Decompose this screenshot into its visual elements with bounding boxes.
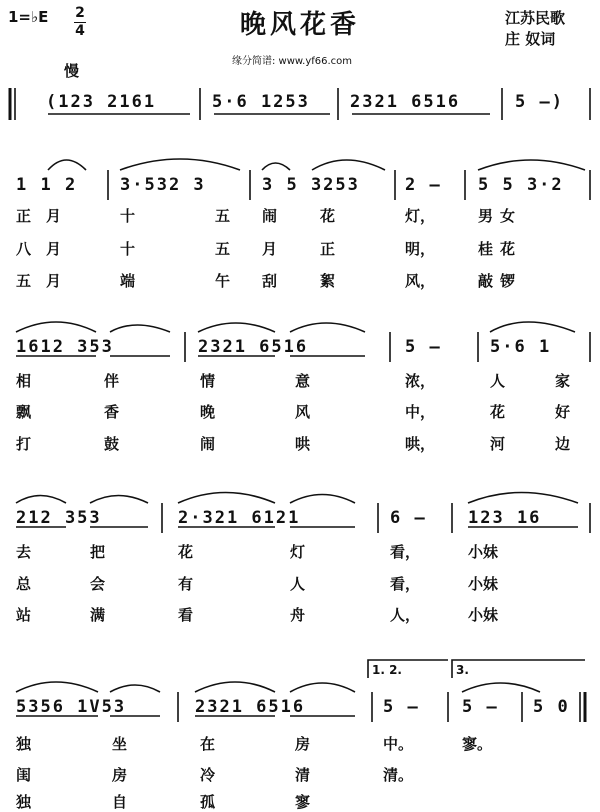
time-signature-top: 2 — [75, 5, 85, 21]
lyric: 打 — [16, 435, 32, 453]
measure-1-2: 5·6 1253 — [212, 92, 310, 112]
ending-3-label: 3. — [456, 663, 469, 677]
lyric: 闹 — [262, 207, 278, 225]
lyric: 家 — [555, 372, 571, 390]
lyric: 敲 — [478, 272, 494, 290]
song-title: 晚风花香 — [239, 10, 360, 40]
lyric: 总 — [16, 575, 32, 593]
lyric: 把 — [90, 543, 106, 561]
lyric: 灯 — [290, 543, 306, 561]
lyric: 女 — [500, 207, 516, 225]
lyric: 五 — [215, 240, 231, 258]
lyric: 有 — [178, 575, 194, 593]
lyric: 房 — [112, 766, 128, 784]
lyric: 正 — [16, 207, 32, 225]
lyric: 花 — [320, 207, 336, 225]
lyric: 月 — [46, 272, 62, 290]
lyric: 飘 — [16, 403, 32, 421]
lyric: 十 — [120, 240, 136, 258]
lyric: 寥。 — [462, 735, 493, 753]
lyric: 锣 — [500, 272, 516, 290]
key-signature: 1=♭E — [8, 8, 49, 26]
lyric: 小妹 — [468, 543, 499, 561]
lyric: 男 — [478, 207, 494, 225]
lyric: 自 — [112, 793, 128, 811]
measure-4-4: 123 16 — [468, 508, 542, 528]
lyric: 五 — [215, 207, 231, 225]
lyric: 人 — [490, 372, 506, 390]
lyric: 风 — [295, 403, 311, 421]
lyric: 灯， — [405, 207, 436, 225]
measure-5-1: 5356 1V53 — [16, 697, 127, 717]
lyric: 哄， — [405, 435, 436, 453]
lyric: 哄 — [295, 435, 311, 453]
lyric: 看 — [178, 606, 194, 624]
lyric: 冷 — [200, 766, 216, 784]
lyric: 独 — [16, 735, 32, 753]
lyric: 鼓 — [104, 435, 120, 453]
lyric: 看， — [390, 575, 421, 593]
lyric: 晚 — [200, 403, 216, 421]
lyric: 意 — [295, 372, 311, 390]
measure-2-1: 1 1 2 — [16, 175, 78, 195]
lyric: 八 — [16, 240, 32, 258]
lyric: 明， — [405, 240, 436, 258]
lyric: 舟 — [290, 606, 306, 624]
measure-4-2: 2·321 6121 — [178, 508, 301, 528]
lyric: 寥 — [295, 793, 311, 811]
lyric: 好 — [555, 403, 571, 421]
lyric: 月 — [46, 240, 62, 258]
website-credit: 缘分简谱: www.yf66.com — [232, 56, 353, 67]
lyric: 相 — [16, 372, 32, 390]
measure-5-3: 5 – — [383, 697, 420, 717]
lyric: 小妹 — [468, 575, 499, 593]
lyric: 看， — [390, 543, 421, 561]
lyric: 中。 — [383, 735, 414, 753]
lyric: 情 — [200, 372, 216, 390]
measure-3-1: 1612 353 — [16, 337, 114, 357]
lyric: 满 — [90, 606, 106, 624]
lyric: 独 — [16, 793, 32, 811]
measure-3-2: 2321 6516 — [198, 337, 309, 357]
lyric: 河 — [490, 435, 506, 453]
lyric: 坐 — [112, 735, 128, 753]
lyric: 香 — [104, 403, 120, 421]
measure-4-1: 212 353 — [16, 508, 102, 528]
measure-2-5: 5 5 3·2 — [478, 175, 564, 195]
lyric: 正 — [320, 240, 336, 258]
lyric: 刮 — [262, 272, 278, 290]
lyric: 絮 — [320, 272, 336, 290]
measure-1-4: 5 –) — [515, 92, 564, 112]
lyric: 小妹 — [468, 606, 499, 624]
measure-5-5: 5 0 — [533, 697, 570, 717]
lyric: 人 — [290, 575, 306, 593]
lyric: 清。 — [383, 766, 414, 784]
measure-3-4: 5·6 1 — [490, 337, 552, 357]
measure-1-3: 2321 6516 — [350, 92, 461, 112]
lyric: 伴 — [104, 372, 120, 390]
measure-2-2: 3·532 3 — [120, 175, 206, 195]
lyric: 中， — [405, 403, 436, 421]
ending-1-2-label: 1. 2. — [372, 663, 402, 677]
lyric: 孤 — [200, 793, 216, 811]
lyric: 十 — [120, 207, 136, 225]
lyric: 会 — [90, 575, 106, 593]
lyric: 月 — [262, 240, 278, 258]
lyric: 在 — [200, 735, 216, 753]
measure-4-3: 6 – — [390, 508, 427, 528]
lyric: 花 — [490, 403, 506, 421]
lyric: 端 — [120, 272, 136, 290]
lyric: 午 — [215, 272, 231, 290]
measure-2-3: 3 5 3253 — [262, 175, 360, 195]
measure-1-1: (123 2161 — [46, 92, 157, 112]
measure-3-3: 5 – — [405, 337, 442, 357]
tempo-marking: 慢 — [64, 62, 80, 80]
lyric: 月 — [46, 207, 62, 225]
lyric: 站 — [16, 606, 32, 624]
lyric: 去 — [16, 543, 32, 561]
lyric: 浓， — [405, 372, 436, 390]
song-origin: 江苏民歌 — [505, 9, 566, 27]
time-signature-bottom: 4 — [75, 23, 85, 39]
lyric: 五 — [16, 272, 32, 290]
lyric: 桂 — [478, 240, 494, 258]
measure-2-4: 2 – — [405, 175, 442, 195]
lyricist: 庄 奴词 — [505, 30, 556, 48]
measure-5-2: 2321 6516 — [195, 697, 306, 717]
lyric: 花 — [500, 240, 516, 258]
lyric: 边 — [555, 435, 571, 453]
lyric: 风， — [405, 272, 436, 290]
lyric: 闹 — [200, 435, 216, 453]
lyric: 花 — [178, 543, 194, 561]
lyric: 清 — [295, 766, 311, 784]
measure-5-4: 5 – — [462, 697, 499, 717]
lyric: 房 — [295, 735, 311, 753]
lyric: 闺 — [16, 766, 32, 784]
lyric: 人， — [390, 606, 421, 624]
